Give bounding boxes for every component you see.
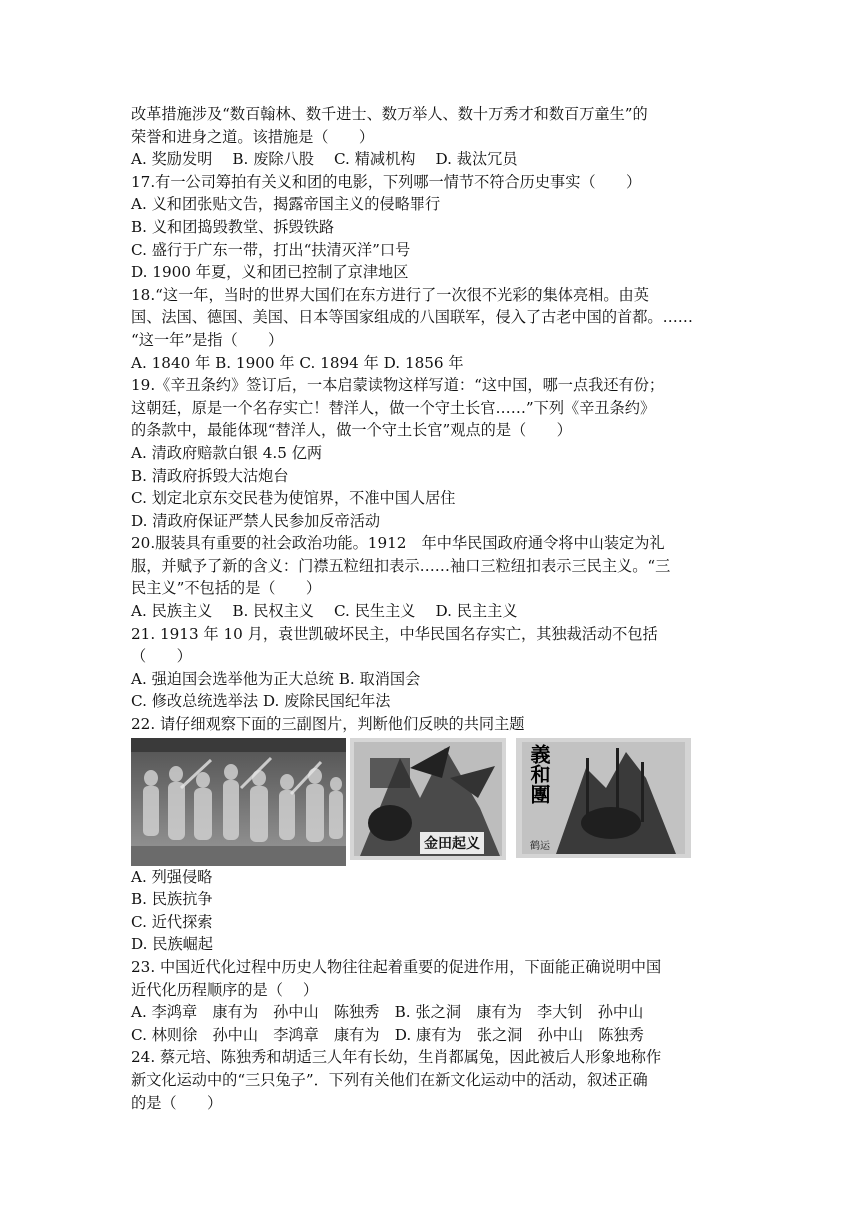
relief-sculpture-image — [131, 738, 346, 866]
question-20 — [131, 532, 741, 622]
question-stem: 17.有一公司筹拍有关义和团的电影，下列哪一情节不符合历史事实（ ） — [131, 172, 642, 191]
question-stem: “这一年”是指（ ） — [131, 330, 284, 349]
exam-page — [131, 103, 741, 1114]
question-17 — [131, 171, 741, 284]
question-stem: 18.“这一年，当时的世界大国们在东方进行了一次很不光彩的集体亮相。由英 — [131, 285, 649, 304]
boxer-movement-image — [516, 738, 691, 858]
question-stem: 民主义”不包括的是（ ） — [131, 579, 322, 598]
question-stem: 23. 中国近代化过程中历史人物往往起着重要的促进作用，下面能正确说明中国 — [131, 958, 662, 976]
question-22 — [131, 713, 741, 956]
question-23 — [131, 956, 741, 1046]
option-c: C. 划定北京东交民巷为使馆界，不准中国人居住 — [131, 489, 456, 508]
option-c: C. 近代探索 — [131, 912, 213, 931]
question-stem: 的条款中，最能体现“替洋人，做一个守土长官”观点的是（ ） — [131, 421, 572, 440]
answer-options: A. 强迫国会选举他为正大总统 B. 取消国会 — [131, 669, 421, 688]
question-stem: 这朝廷，原是一个名存实亡！替洋人，做一个守土长官……”下列《辛丑条约》 — [131, 398, 656, 417]
question-stem: 21. 1913 年 10 月，袁世凯破坏民主，中华民国名存实亡，其独裁活动不包括 — [131, 624, 658, 643]
question-21 — [131, 623, 741, 713]
option-d: D. 清政府保证严禁人民参加反帝活动 — [131, 511, 381, 530]
question-stem: 20.服装具有重要的社会政治功能。1912 年中华民国政府通令将中山装定为礼 — [131, 534, 665, 553]
question-stem: 19.《辛丑条约》签订后，一本启蒙读物这样写道：“这中国，哪一点我还有份； — [131, 376, 665, 395]
question-stem: 22. 请仔细观察下面的三副图片，判断他们反映的共同主题 — [131, 715, 525, 734]
question-stem: 24. 蔡元培、陈独秀和胡适三人年有长幼，生肖都属兔，因此被后人形象地称作 — [131, 1048, 662, 1067]
question-24 — [131, 1046, 741, 1114]
option-d: D. 民族崛起 — [131, 935, 214, 954]
image-caption: 金田起义 — [420, 832, 484, 854]
answer-options: A. 奖励发明 B. 废除八股 C. 精减机构 D. 裁汰冗员 — [131, 150, 518, 169]
question-stem: 近代化历程顺序的是（ ） — [131, 980, 319, 999]
image-title: 義和團 — [527, 743, 551, 804]
option-c: C. 盛行于广东一带，打出“扶清灭洋”口号 — [131, 240, 411, 259]
option-b: B. 义和团捣毁教堂、拆毁铁路 — [131, 217, 335, 236]
option-a: A. 清政府赔款白银 4.5 亿两 — [131, 443, 323, 462]
answer-options: A. 1840 年 B. 1900 年 C. 1894 年 D. 1856 年 — [131, 353, 464, 372]
jintian-uprising-image — [350, 738, 506, 860]
question-text: 荣誉和进身之道。该措施是（ ） — [131, 127, 374, 146]
option-b: B. 民族抗争 — [131, 890, 213, 909]
question-stem: 新文化运动中的“三只兔子”．下列有关他们在新文化运动中的活动，叙述正确 — [131, 1070, 648, 1089]
image-subtitle: 鹤运 — [530, 840, 550, 852]
question-stem: 服，并赋予了新的含义：门襟五粒纽扣表示……袖口三粒纽扣表示三民主义。“三 — [131, 556, 671, 575]
option-a: A. 列强侵略 — [131, 867, 213, 886]
option-b: B. 清政府拆毁大沽炮台 — [131, 466, 289, 485]
question-stem: （ ） — [131, 647, 192, 666]
question-18 — [131, 284, 741, 374]
question-16 — [131, 103, 741, 171]
answer-options: A. 李鸿章 康有为 孙中山 陈独秀 B. 张之洞 康有为 李大钊 孙中山 — [131, 1003, 644, 1022]
question-stem: 的是（ ） — [131, 1093, 223, 1112]
option-a: A. 义和团张贴文告，揭露帝国主义的侵略罪行 — [131, 195, 441, 214]
image-row — [131, 738, 741, 866]
question-text: 改革措施涉及“数百翰林、数千进士、数万举人、数十万秀才和数百万童生”的 — [131, 105, 648, 123]
question-stem: 国、法国、德国、美国、日本等国家组成的八国联军，侵入了古老中国的首都。…… — [131, 308, 693, 327]
answer-options: C. 修改总统选举法 D. 废除民国纪年法 — [131, 692, 391, 711]
option-d: D. 1900 年夏，义和团已控制了京津地区 — [131, 263, 409, 282]
answer-options: C. 林则徐 孙中山 李鸿章 康有为 D. 康有为 张之洞 孙中山 陈独秀 — [131, 1025, 644, 1044]
answer-options: A. 民族主义 B. 民权主义 C. 民生主义 D. 民主主义 — [131, 602, 518, 621]
question-19 — [131, 374, 741, 532]
